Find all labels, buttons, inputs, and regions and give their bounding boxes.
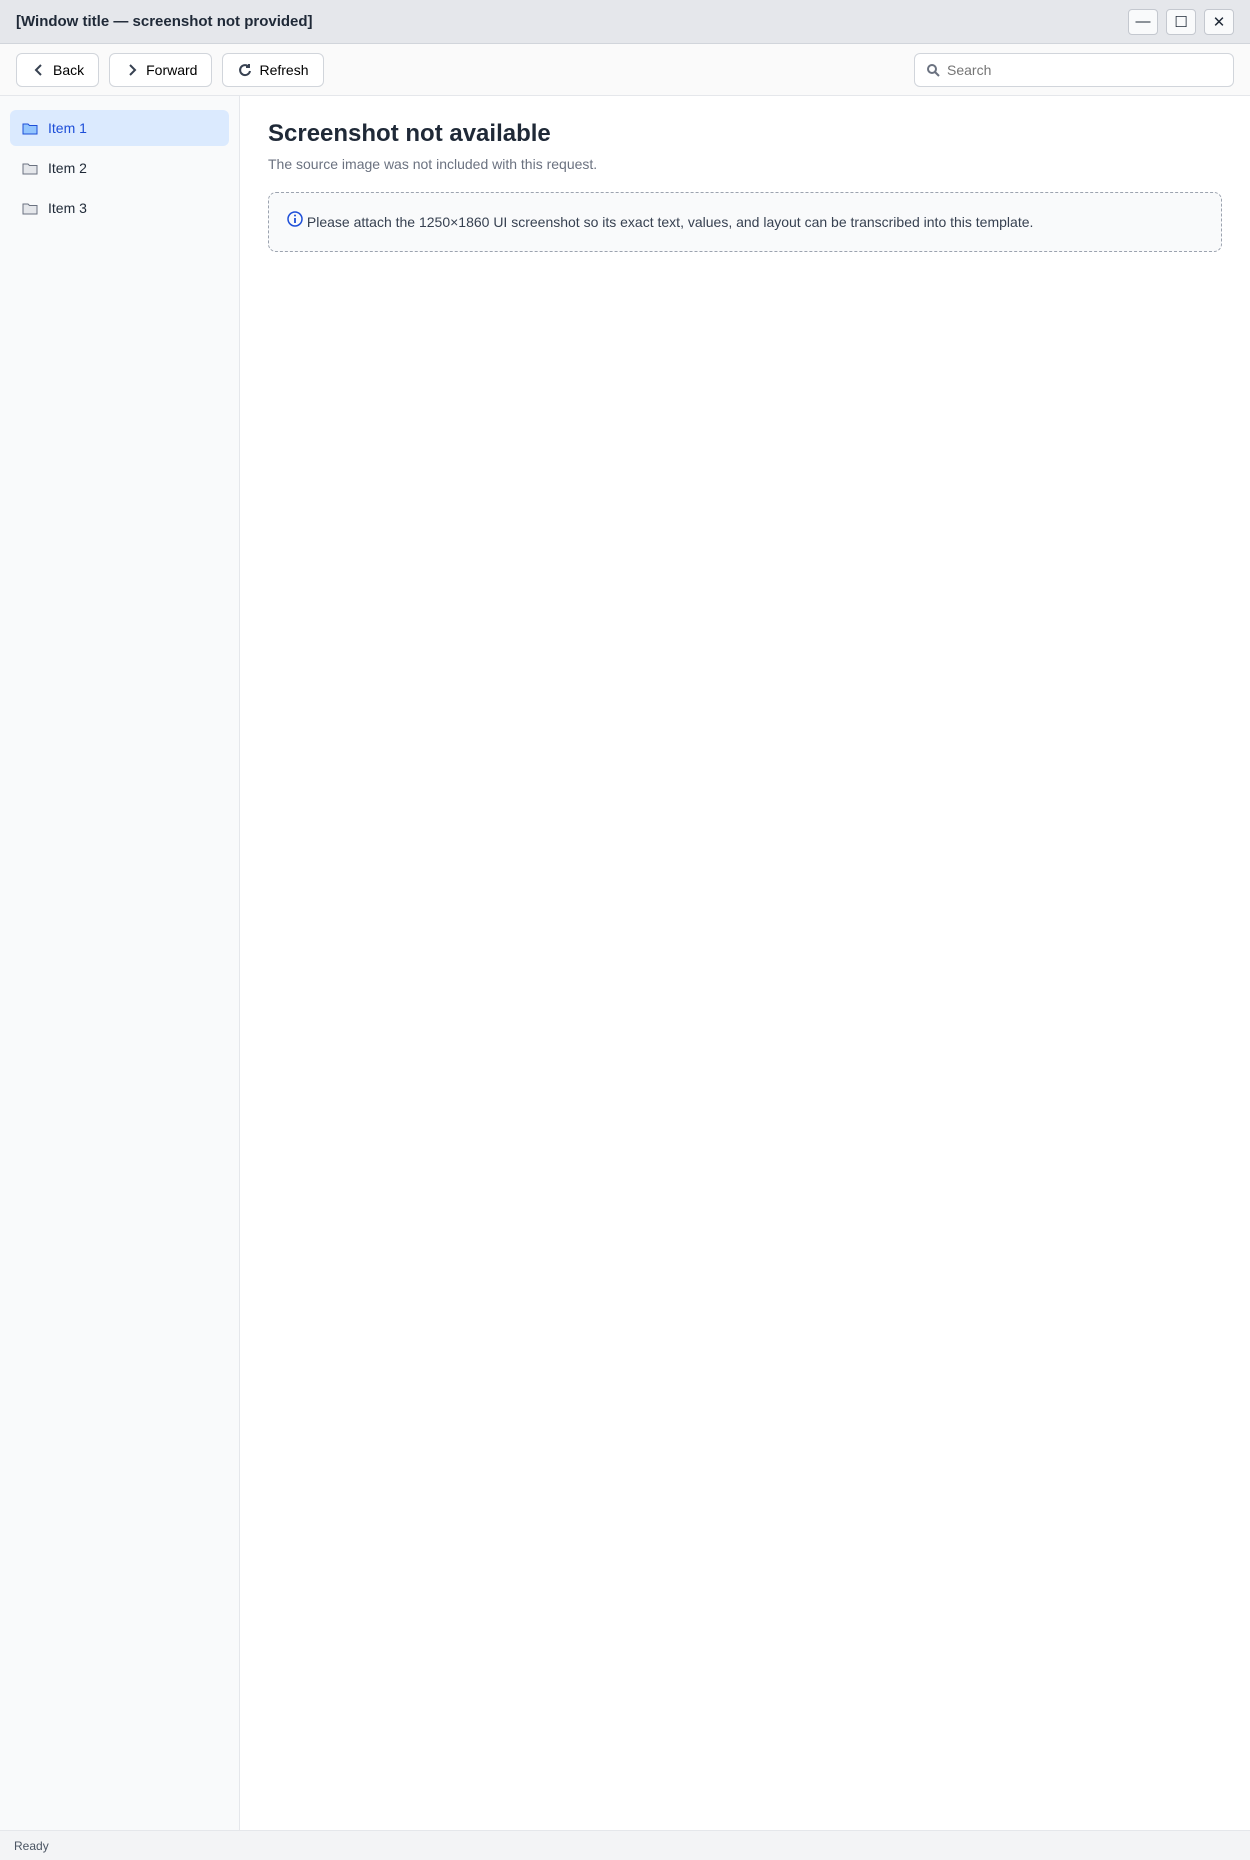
forward-button[interactable] bbox=[109, 53, 212, 87]
sidebar-item-1[interactable] bbox=[10, 110, 229, 146]
page-title: Screenshot not available bbox=[268, 120, 551, 147]
maximize-icon: ☐ bbox=[1174, 13, 1188, 31]
status-left: Ready bbox=[14, 1838, 49, 1853]
search-box bbox=[914, 53, 1234, 87]
missing-image-notice bbox=[268, 192, 1222, 252]
maximize-button[interactable] bbox=[1166, 9, 1196, 35]
sidebar-item-label: Item 1 bbox=[48, 120, 87, 136]
toolbar bbox=[0, 44, 1250, 96]
refresh-icon bbox=[237, 62, 253, 78]
close-button[interactable] bbox=[1204, 9, 1234, 35]
sidebar-item-label: Item 2 bbox=[48, 160, 87, 176]
back-button[interactable] bbox=[16, 53, 99, 87]
search-icon bbox=[925, 62, 941, 78]
arrow-left-icon bbox=[31, 62, 47, 78]
minimize-button[interactable] bbox=[1128, 9, 1158, 35]
sidebar-item-2[interactable] bbox=[10, 150, 229, 186]
window-controls bbox=[1128, 9, 1234, 35]
refresh-label: Refresh bbox=[259, 61, 309, 78]
info-icon bbox=[287, 211, 303, 227]
arrow-right-icon bbox=[124, 62, 140, 78]
page-subtitle: The source image was not included with this request. bbox=[268, 156, 598, 172]
folder-icon bbox=[22, 200, 38, 216]
search-input[interactable] bbox=[947, 62, 1223, 78]
notice-text: Please attach the 1250×1860 UI screenshot so its exact text, values, and layout can be transcribed into this template. bbox=[306, 214, 1034, 230]
minimize-icon: — bbox=[1135, 13, 1151, 30]
status-bar bbox=[0, 1830, 1250, 1860]
content-area bbox=[0, 96, 1250, 1830]
window-title: [Window title — screenshot not provided] bbox=[16, 13, 313, 30]
refresh-button[interactable] bbox=[222, 53, 323, 87]
sidebar bbox=[0, 96, 240, 1830]
back-label: Back bbox=[53, 61, 85, 78]
title-bar bbox=[0, 0, 1250, 44]
close-icon: ✕ bbox=[1212, 13, 1226, 31]
folder-icon bbox=[22, 160, 38, 176]
sidebar-item-3[interactable] bbox=[10, 190, 229, 226]
folder-icon bbox=[22, 120, 38, 136]
sidebar-item-label: Item 3 bbox=[48, 200, 87, 216]
main-panel bbox=[240, 96, 1250, 1830]
forward-label: Forward bbox=[146, 61, 198, 78]
